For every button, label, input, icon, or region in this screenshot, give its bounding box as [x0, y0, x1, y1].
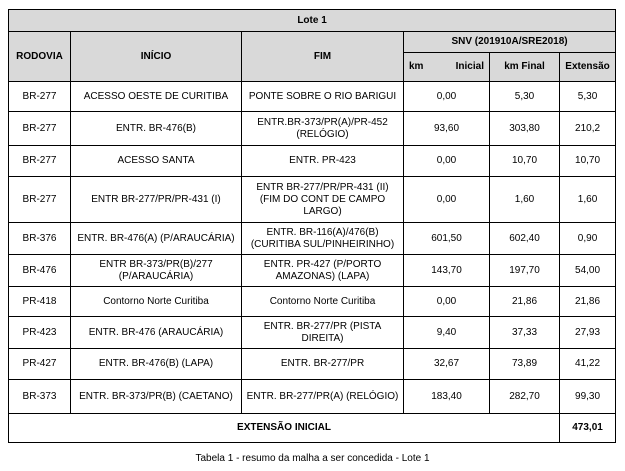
cell-inicio: ENTR. BR-373/PR(B) (CAETANO) — [71, 380, 242, 414]
cell-km-final: 602,40 — [490, 223, 560, 255]
cell-fim: ENTR. PR-423 — [242, 146, 404, 177]
cell-inicio: ENTR. BR-476(B) (LAPA) — [71, 349, 242, 380]
cell-fim: PONTE SOBRE O RIO BARIGUI — [242, 82, 404, 112]
table-row — [9, 317, 616, 349]
table-row — [9, 112, 616, 146]
total-label: EXTENSÃO INICIAL — [9, 414, 560, 443]
cell-km-final: 37,33 — [490, 317, 560, 349]
table-caption: Tabela 1 - resumo da malha a ser concedida - Lote 1 — [195, 453, 430, 464]
header-rodovia: RODOVIA — [9, 32, 71, 82]
cell-extensao: 1,60 — [560, 177, 616, 223]
cell-rodovia: BR-277 — [9, 82, 71, 112]
header-inicio: INÍCIO — [71, 32, 242, 82]
cell-km-final: 1,60 — [490, 177, 560, 223]
cell-extensao: 41,22 — [560, 349, 616, 380]
table-row — [9, 223, 616, 255]
cell-rodovia: BR-476 — [9, 255, 71, 287]
table-row — [9, 380, 616, 414]
table-row — [9, 287, 616, 317]
cell-extensao: 99,30 — [560, 380, 616, 414]
header-row — [9, 32, 616, 53]
cell-inicio: ENTR. BR-476(A) (P/ARAUCÁRIA) — [71, 223, 242, 255]
cell-km-final: 303,80 — [490, 112, 560, 146]
cell-inicio: ACESSO SANTA — [71, 146, 242, 177]
cell-extensao: 54,00 — [560, 255, 616, 287]
title-row — [9, 10, 616, 32]
cell-rodovia: BR-376 — [9, 223, 71, 255]
cell-km-inicial: 0,00 — [404, 177, 490, 223]
total-value: 473,01 — [560, 414, 616, 443]
cell-km-final: 10,70 — [490, 146, 560, 177]
cell-extensao: 10,70 — [560, 146, 616, 177]
header-km: km — [409, 61, 424, 72]
cell-extensao: 0,90 — [560, 223, 616, 255]
cell-fim: ENTR. PR-427 (P/PORTO AMAZONAS) (LAPA) — [242, 255, 404, 287]
header-extensao: Extensão — [560, 53, 616, 82]
cell-km-inicial: 93,60 — [404, 112, 490, 146]
cell-rodovia: BR-277 — [9, 146, 71, 177]
cell-inicio: Contorno Norte Curitiba — [71, 287, 242, 317]
cell-extensao: 5,30 — [560, 82, 616, 112]
cell-km-inicial: 0,00 — [404, 287, 490, 317]
cell-km-final: 197,70 — [490, 255, 560, 287]
cell-inicio: ENTR BR-277/PR/PR-431 (I) — [71, 177, 242, 223]
cell-km-final: 5,30 — [490, 82, 560, 112]
table-row — [9, 177, 616, 223]
cell-inicio: ENTR BR-373/PR(B)/277 (P/ARAUCÁRIA) — [71, 255, 242, 287]
road-table — [8, 9, 616, 443]
cell-km-inicial: 9,40 — [404, 317, 490, 349]
cell-inicio: ENTR. BR-476(B) — [71, 112, 242, 146]
cell-rodovia: PR-423 — [9, 317, 71, 349]
cell-rodovia: BR-373 — [9, 380, 71, 414]
cell-km-inicial: 0,00 — [404, 82, 490, 112]
table-row — [9, 349, 616, 380]
cell-extensao: 21,86 — [560, 287, 616, 317]
cell-rodovia: BR-277 — [9, 177, 71, 223]
cell-rodovia: BR-277 — [9, 112, 71, 146]
cell-fim: ENTR.BR-373/PR(A)/PR-452 (RELÓGIO) — [242, 112, 404, 146]
cell-km-inicial: 32,67 — [404, 349, 490, 380]
cell-km-final: 73,89 — [490, 349, 560, 380]
cell-fim: ENTR. BR-277/PR (PISTA DIREITA) — [242, 317, 404, 349]
cell-inicio: ACESSO OESTE DE CURITIBA — [71, 82, 242, 112]
table-row — [9, 82, 616, 112]
header-km-inicial — [404, 53, 490, 82]
header-km-final: km Final — [490, 53, 560, 82]
header-inicial: Inicial — [455, 61, 484, 72]
table-row — [9, 255, 616, 287]
cell-km-inicial: 183,40 — [404, 380, 490, 414]
cell-extensao: 210,2 — [560, 112, 616, 146]
cell-fim: ENTR. BR-116(A)/476(B) (CURITIBA SUL/PINHEIRINHO) — [242, 223, 404, 255]
cell-extensao: 27,93 — [560, 317, 616, 349]
cell-fim: ENTR. BR-277/PR — [242, 349, 404, 380]
cell-km-inicial: 601,50 — [404, 223, 490, 255]
header-snv: SNV (201910A/SRE2018) — [404, 32, 616, 53]
cell-km-inicial: 143,70 — [404, 255, 490, 287]
table-title: Lote 1 — [9, 10, 616, 32]
cell-rodovia: PR-418 — [9, 287, 71, 317]
cell-km-inicial: 0,00 — [404, 146, 490, 177]
header-fim: FIM — [242, 32, 404, 82]
cell-km-final: 21,86 — [490, 287, 560, 317]
table-row — [9, 146, 616, 177]
cell-fim: ENTR. BR-277/PR(A) (RELÓGIO) — [242, 380, 404, 414]
total-row — [9, 414, 616, 443]
cell-rodovia: PR-427 — [9, 349, 71, 380]
cell-inicio: ENTR. BR-476 (ARAUCÁRIA) — [71, 317, 242, 349]
cell-km-final: 282,70 — [490, 380, 560, 414]
cell-fim: ENTR BR-277/PR/PR-431 (II) (FIM DO CONT DE CAMPO LARGO) — [242, 177, 404, 223]
cell-fim: Contorno Norte Curitiba — [242, 287, 404, 317]
